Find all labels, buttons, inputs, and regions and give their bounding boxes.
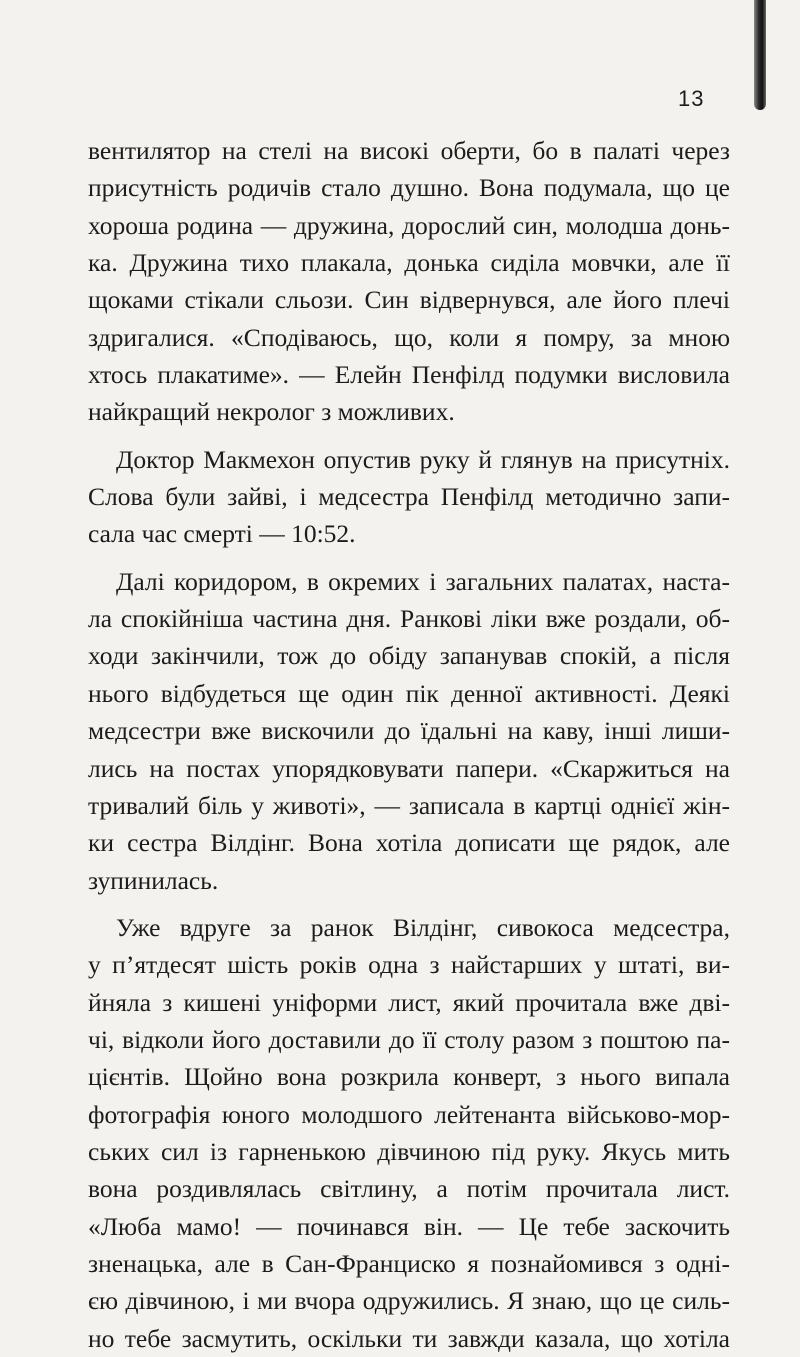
text-line: здригалися. «Сподіваюсь, що, коли я помру, за мною <box>88 322 730 352</box>
text-line: йняла з кишені уніформи лист, який прочитала вже дві- <box>88 987 730 1017</box>
text-line: чі, відколи його доставили до її столу разом з поштою па- <box>88 1024 730 1054</box>
text-line: медсестри вже вискочили до їдальні на каву, інші лиши- <box>88 716 730 746</box>
paragraph <box>88 909 730 1357</box>
text-line: Далі коридором, в окремих і загальних палатах, наста- <box>116 566 730 596</box>
text-line: ка. Дружина тихо плакала, донька сиділа мовчки, але її <box>88 248 730 278</box>
text-line: ських сил із гарненькою дівчиною під руку. Якусь мить <box>88 1136 730 1166</box>
text-line: ходи закінчили, тож до обіду запанував спокій, а після <box>88 641 730 671</box>
body-text <box>88 132 730 1357</box>
text-line: у п’ятдесят шість років одна з найстарших у штаті, ви- <box>88 950 730 980</box>
paragraph <box>88 441 730 553</box>
text-line: но тебе засмутить, оскільки ти завжди казала, що хотіла <box>88 1323 730 1353</box>
book-spine-edge <box>754 0 766 110</box>
text-line: нього відбудеться ще один пік денної активності. Деякі <box>88 678 730 708</box>
text-line: фотографія юного молодшого лейтенанта військово-мор- <box>88 1099 730 1129</box>
text-line: присутність родичів стало душно. Вона подумала, що це <box>88 173 730 203</box>
paragraph <box>88 563 730 899</box>
text-line: Слова були зайві, і медсестра Пенфілд методично запи- <box>88 482 730 512</box>
text-line: сала час смерті — 10:52. <box>88 519 356 549</box>
text-line: тривалий біль у животі», — записала в картці однієї жін- <box>88 790 730 820</box>
text-line: Доктор Макмехон опустив руку й глянув на присутніх. <box>116 444 730 474</box>
text-line: «Люба мамо! — починався він. — Це тебе заскочить <box>88 1211 730 1241</box>
text-line: ки сестра Вілдінг. Вона хотіла дописати ще рядок, але <box>88 828 730 858</box>
text-line: щоками стікали сльози. Син відвернувся, але його плечі <box>88 285 730 315</box>
text-line: лись на постах упорядковувати папери. «Скаржиться на <box>88 753 730 783</box>
text-line: вона роздивлялась світлину, а потім прочитала лист. <box>88 1174 730 1204</box>
text-line: зненацька, але в Сан-Франциско я познайомився з одні- <box>88 1248 730 1278</box>
text-line: цієнтів. Щойно вона розкрила конверт, з нього випала <box>88 1062 730 1092</box>
text-line: зупинилась. <box>88 865 219 895</box>
paragraph <box>88 132 730 431</box>
text-line: вентилятор на стелі на високі оберти, бо в палаті через <box>88 136 730 165</box>
text-line: хтось плакатиме». — Елейн Пенфілд подумки висловила <box>88 360 730 390</box>
page-number: 13 <box>678 86 705 111</box>
text-line: Уже вдруге за ранок Вілдінг, сивокоса медсестра, <box>116 912 730 942</box>
text-line: найкращий некролог з можливих. <box>88 397 455 427</box>
text-line: ла спокійніша частина дня. Ранкові ліки вже роздали, об- <box>88 604 730 634</box>
text-line: хороша родина — дружина, дорослий син, молодша донь- <box>88 210 730 240</box>
text-line: єю дівчиною, і ми вчора одружились. Я знаю, що це силь- <box>88 1286 730 1316</box>
